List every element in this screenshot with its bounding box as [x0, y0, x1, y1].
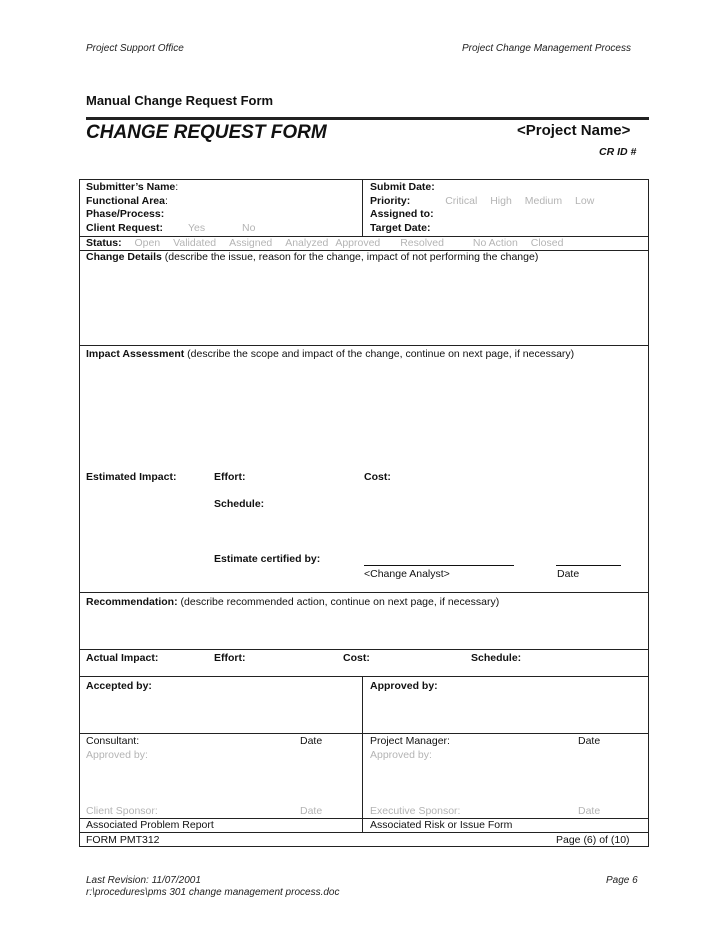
project-name: <Project Name> — [517, 122, 631, 139]
assigned-to-label: Assigned to: — [370, 208, 434, 220]
change-details[interactable] — [86, 251, 538, 263]
status-open[interactable]: Open — [134, 237, 161, 249]
impact-assessment-desc: (describe the scope and impact of the change, continue on next page, if necessary) — [187, 348, 575, 360]
impact-assessment[interactable] — [86, 348, 574, 360]
priority-critical[interactable]: Critical — [445, 194, 478, 207]
client-request-label: Client Request: — [86, 221, 164, 234]
associated-problem-report[interactable]: Associated Problem Report — [86, 819, 214, 831]
exec-sponsor-date-label: Date — [578, 805, 601, 817]
actual-schedule-label: Schedule: — [471, 652, 522, 664]
date-signature-line[interactable] — [556, 565, 621, 566]
change-details-label: Change Details — [86, 251, 162, 263]
accepted-by-label: Accepted by: — [86, 680, 152, 692]
status-validated[interactable]: Validated — [173, 237, 217, 249]
header-right: Project Change Management Process — [462, 43, 631, 54]
actual-cost-label: Cost: — [343, 652, 370, 664]
form-id: FORM PMT312 — [86, 834, 160, 846]
priority-low[interactable]: Low — [575, 194, 595, 207]
file-path: r:\procedures\pms 301 change management process.doc — [86, 887, 340, 898]
schedule-label: Schedule: — [214, 498, 265, 510]
client-request-no[interactable]: No — [242, 221, 256, 234]
status-assigned[interactable]: Assigned — [229, 237, 273, 249]
consultant-date-label: Date — [300, 735, 323, 747]
doc-title: Manual Change Request Form — [86, 93, 274, 108]
effort-label: Effort: — [214, 471, 246, 483]
approved-by-label: Approved by: — [370, 680, 438, 692]
status-label: Status: — [86, 237, 122, 249]
recommendation[interactable] — [86, 596, 499, 608]
target-date-label: Target Date: — [370, 221, 431, 234]
header-left: Project Support Office — [86, 43, 184, 54]
client-sponsor-label: Client Sponsor: — [86, 805, 158, 817]
cr-id: CR ID # — [599, 146, 637, 158]
associated-risk-issue[interactable]: Associated Risk or Issue Form — [370, 819, 513, 831]
estimated-impact-label: Estimated Impact: — [86, 471, 177, 483]
recommendation-desc: (describe recommended action, continue on next page, if necessary) — [180, 596, 500, 608]
status-analyzed[interactable]: Analyzed — [285, 237, 329, 249]
status-no-action[interactable]: No Action — [472, 237, 518, 249]
client-sponsor-date-label: Date — [300, 805, 323, 817]
cost-label: Cost: — [364, 471, 391, 483]
form-title: CHANGE REQUEST FORM — [86, 122, 327, 143]
submit-date-label: Submit Date: — [370, 181, 435, 193]
status-closed[interactable]: Closed — [530, 237, 564, 249]
status-approved[interactable]: Approved — [335, 237, 381, 249]
status-resolved[interactable]: Resolved — [400, 237, 444, 249]
status-row — [86, 237, 563, 249]
last-revision: Last Revision: 11/07/2001 — [86, 875, 201, 886]
change-details-desc: (describe the issue, reason for the change, impact of not performing the change) — [164, 251, 539, 263]
certified-by-label: Estimate certified by: — [214, 553, 321, 565]
priority-high[interactable]: High — [490, 194, 512, 207]
impact-assessment-label: Impact Assessment — [86, 348, 185, 360]
pm-date-label: Date — [578, 735, 601, 747]
approved-by-client-label: Approved by: — [86, 749, 148, 761]
analyst-label: <Change Analyst> — [364, 568, 450, 580]
executive-sponsor-label: Executive Sponsor: — [370, 805, 461, 817]
priority-label: Priority: — [370, 194, 411, 207]
info-right — [370, 181, 594, 235]
functional-area-label: Functional Area — [86, 194, 165, 207]
analyst-date-label: Date — [557, 568, 580, 580]
form-page-of: Page (6) of (10) — [556, 834, 630, 846]
project-manager-label: Project Manager: — [370, 735, 450, 747]
approved-by-exec-label: Approved by: — [370, 749, 432, 761]
client-request-yes[interactable]: Yes — [187, 221, 206, 234]
submitter-label: Submitter’s Name — [86, 181, 176, 193]
phase-label: Phase/Process: — [86, 208, 165, 220]
recommendation-label: Recommendation: — [86, 596, 178, 608]
priority-medium[interactable]: Medium — [524, 194, 563, 207]
page-number: Page 6 — [606, 875, 638, 886]
title-rule — [86, 117, 649, 120]
actual-effort-label: Effort: — [214, 652, 246, 664]
analyst-signature-line[interactable] — [364, 565, 514, 566]
actual-impact-label: Actual Impact: — [86, 652, 159, 664]
info-left: Submitter’s Name: Functional Area: Phase/Process: Client Request: Yes No — [86, 181, 256, 234]
consultant-label: Consultant: — [86, 735, 140, 747]
